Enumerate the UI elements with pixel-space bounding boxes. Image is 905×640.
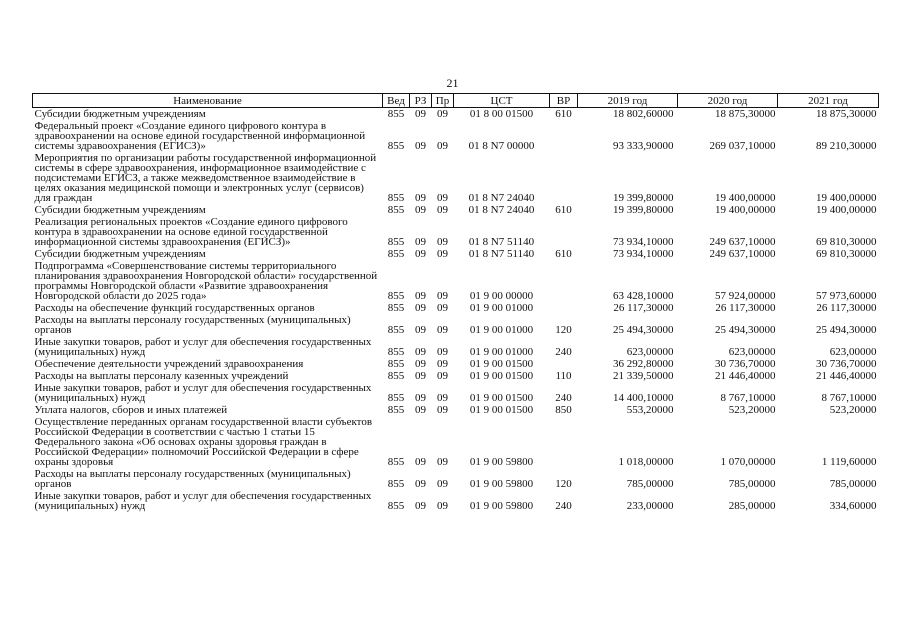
cell-vr (550, 302, 578, 314)
cell-2021: 8 767,10000 (821, 392, 877, 404)
cell-2019: 93 333,90000 (613, 140, 674, 152)
table-row (33, 204, 879, 216)
cell-vr: 610 (555, 108, 572, 120)
cell-rz: 09 (415, 478, 426, 490)
cell-2020: 21 446,40000 (715, 370, 776, 382)
table-row (33, 382, 879, 404)
cell-2019: 26 117,30000 (613, 302, 674, 314)
cell-cst: 01 8 N7 00000 (468, 140, 535, 152)
cell-2021: 1 119,60000 (821, 456, 877, 468)
header-2021: 2021 год (778, 94, 879, 108)
cell-cst: 01 9 00 01500 (469, 392, 534, 404)
cell-2020: 623,00000 (728, 346, 776, 358)
cell-pr: 09 (437, 236, 448, 248)
header-ved: Вед (383, 94, 410, 108)
cell-vr: 240 (555, 500, 572, 512)
cell-rz: 09 (415, 248, 426, 260)
cell-name: Федеральный проект «Создание единого цифрового контура в здравоохранении на основе единой государственной информационной системы здравоохранения (ЕГИСЗ)» (34, 120, 366, 152)
cell-2021: 21 446,40000 (816, 370, 877, 382)
cell-rz: 09 (415, 108, 426, 120)
cell-2021: 89 210,30000 (816, 140, 877, 152)
cell-ved: 855 (387, 108, 405, 120)
cell-2021: 57 973,60000 (816, 290, 877, 302)
cell-pr: 09 (437, 324, 448, 336)
cell-name: Расходы на выплаты персоналу государственных (муниципальных) органов (34, 314, 351, 336)
page-number: 21 (446, 76, 459, 90)
cell-pr: 09 (437, 456, 448, 468)
cell-ved: 855 (387, 346, 405, 358)
cell-pr: 09 (437, 192, 448, 204)
cell-vr (550, 260, 578, 302)
cell-ved: 855 (387, 500, 405, 512)
cell-rz: 09 (415, 404, 426, 416)
cell-2019: 553,20000 (626, 404, 674, 416)
cell-rz: 09 (415, 290, 426, 302)
cell-pr: 09 (437, 392, 448, 404)
cell-ved: 855 (387, 290, 405, 302)
cell-vr: 850 (555, 404, 572, 416)
cell-name: Субсидии бюджетным учреждениям (34, 204, 206, 216)
header-name: Наименование (33, 94, 383, 108)
cell-vr: 120 (555, 478, 572, 490)
cell-2019: 623,00000 (626, 346, 674, 358)
cell-2021: 19 400,00000 (816, 192, 877, 204)
cell-rz: 09 (415, 456, 426, 468)
cell-2020: 30 736,70000 (715, 358, 776, 370)
header-2020: 2020 год (678, 94, 778, 108)
cell-2019: 233,00000 (626, 500, 674, 512)
cell-rz: 09 (415, 358, 426, 370)
cell-2020: 269 037,10000 (709, 140, 776, 152)
cell-2019: 18 802,60000 (613, 108, 674, 120)
cell-2020: 25 494,30000 (715, 324, 776, 336)
cell-name: Расходы на выплаты персоналу государственных (муниципальных) органов (34, 468, 351, 490)
cell-name: Субсидии бюджетным учреждениям (34, 108, 206, 120)
cell-ved: 855 (387, 324, 405, 336)
cell-2021: 69 810,30000 (816, 236, 877, 248)
cell-cst: 01 9 00 01000 (469, 302, 534, 314)
table-row (33, 314, 879, 336)
cell-name: Реализация региональных проектов «Создание единого цифрового контура в здравоохранении на основе единой государственной информационной системы здравоохранения (ЕГИСЗ)» (34, 216, 348, 248)
cell-vr (550, 120, 578, 152)
table-row (33, 336, 879, 358)
cell-ved: 855 (387, 370, 405, 382)
cell-vr (550, 416, 578, 468)
cell-2019: 73 934,10000 (613, 236, 674, 248)
cell-vr: 240 (555, 392, 572, 404)
cell-vr (550, 152, 578, 204)
table-row (33, 302, 879, 314)
cell-ved: 855 (387, 392, 405, 404)
cell-2021: 623,00000 (829, 346, 877, 358)
cell-2020: 18 875,30000 (715, 108, 776, 120)
cell-2021: 18 875,30000 (816, 108, 877, 120)
cell-vr: 610 (555, 204, 572, 216)
cell-cst: 01 9 00 01500 (469, 358, 534, 370)
cell-pr: 09 (437, 290, 448, 302)
cell-name: Обеспечение деятельности учреждений здравоохранения (34, 358, 304, 370)
cell-rz: 09 (415, 324, 426, 336)
table-row (33, 358, 879, 370)
cell-2021: 30 736,70000 (816, 358, 877, 370)
cell-rz: 09 (415, 192, 426, 204)
table-row (33, 468, 879, 490)
cell-2021: 19 400,00000 (816, 204, 877, 216)
cell-rz: 09 (415, 392, 426, 404)
cell-cst: 01 8 N7 24040 (468, 204, 535, 216)
cell-rz: 09 (415, 370, 426, 382)
table-row (33, 216, 879, 248)
cell-name: Расходы на выплаты персоналу казенных учреждений (34, 370, 289, 382)
cell-2020: 19 400,00000 (715, 204, 776, 216)
cell-vr: 610 (555, 248, 572, 260)
table-row (33, 248, 879, 260)
cell-name: Иные закупки товаров, работ и услуг для обеспечения государственных (муниципальных) нужд (34, 336, 372, 358)
cell-pr: 09 (437, 108, 448, 120)
table-row (33, 108, 879, 121)
header-vr: ВР (550, 94, 578, 108)
cell-name: Осуществление переданных органам государственной власти субъектов Российской Федерации в соответствии с частью 1 статьи 15 Федерального закона «Об основах охраны здоровья граждан в Российской Федерации» полномочий Российской Федерации в сфере охраны здоровья (34, 416, 373, 468)
table-row (33, 260, 879, 302)
cell-2020: 8 767,10000 (720, 392, 776, 404)
cell-2019: 19 399,80000 (613, 192, 674, 204)
table-row (33, 490, 879, 512)
cell-pr: 09 (437, 370, 448, 382)
cell-2019: 36 292,80000 (613, 358, 674, 370)
cell-2019: 25 494,30000 (613, 324, 674, 336)
cell-pr: 09 (437, 204, 448, 216)
table-row (33, 416, 879, 468)
cell-ved: 855 (387, 192, 405, 204)
cell-cst: 01 9 00 01000 (469, 324, 534, 336)
cell-rz: 09 (415, 346, 426, 358)
cell-ved: 855 (387, 204, 405, 216)
cell-2020: 1 070,00000 (720, 456, 776, 468)
cell-2020: 249 637,10000 (709, 236, 776, 248)
cell-cst: 01 8 N7 51140 (468, 248, 535, 260)
cell-ved: 855 (387, 358, 405, 370)
cell-cst: 01 9 00 59800 (469, 456, 534, 468)
cell-pr: 09 (437, 478, 448, 490)
cell-cst: 01 9 00 00000 (469, 290, 534, 302)
cell-cst: 01 9 00 59800 (469, 500, 534, 512)
header-pr: Пр (432, 94, 454, 108)
table-body (33, 108, 879, 513)
cell-name: Уплата налогов, сборов и иных платежей (34, 404, 228, 416)
cell-2019: 19 399,80000 (613, 204, 674, 216)
cell-2021: 69 810,30000 (816, 248, 877, 260)
header-cst: ЦСТ (454, 94, 550, 108)
cell-cst: 01 9 00 01500 (469, 404, 534, 416)
cell-pr: 09 (437, 248, 448, 260)
cell-rz: 09 (415, 204, 426, 216)
cell-cst: 01 8 00 01500 (469, 108, 534, 120)
cell-2020: 285,00000 (728, 500, 776, 512)
cell-2020: 249 637,10000 (709, 248, 776, 260)
cell-2020: 785,00000 (728, 478, 776, 490)
cell-cst: 01 9 00 01000 (469, 346, 534, 358)
table-header (33, 94, 879, 108)
cell-pr: 09 (437, 140, 448, 152)
cell-rz: 09 (415, 302, 426, 314)
cell-vr: 110 (555, 370, 572, 382)
cell-ved: 855 (387, 140, 405, 152)
cell-2021: 26 117,30000 (816, 302, 877, 314)
cell-2021: 334,60000 (829, 500, 877, 512)
cell-pr: 09 (437, 358, 448, 370)
cell-2019: 14 400,10000 (613, 392, 674, 404)
cell-cst: 01 9 00 01500 (469, 370, 534, 382)
cell-ved: 855 (387, 236, 405, 248)
cell-2020: 523,20000 (728, 404, 776, 416)
cell-2020: 26 117,30000 (715, 302, 776, 314)
cell-rz: 09 (415, 236, 426, 248)
budget-table (32, 93, 879, 512)
cell-pr: 09 (437, 302, 448, 314)
cell-2021: 785,00000 (829, 478, 877, 490)
cell-cst: 01 8 N7 51140 (468, 236, 535, 248)
cell-pr: 09 (437, 500, 448, 512)
cell-name: Иные закупки товаров, работ и услуг для обеспечения государственных (муниципальных) нужд (34, 490, 372, 512)
cell-ved: 855 (387, 404, 405, 416)
cell-ved: 855 (387, 302, 405, 314)
cell-name: Субсидии бюджетным учреждениям (34, 248, 206, 260)
cell-vr (550, 216, 578, 248)
cell-vr: 120 (555, 324, 572, 336)
cell-2019: 21 339,50000 (613, 370, 674, 382)
cell-rz: 09 (415, 140, 426, 152)
table-row (33, 152, 879, 204)
cell-2019: 63 428,10000 (613, 290, 674, 302)
cell-name: Подпрограмма «Совершенствование системы территориального планирования здравоохранения Новгородской области» государственной программы Новгородской области «Развитие здравоохранения Новгородской области до 2025 года» (34, 260, 378, 302)
cell-2019: 73 934,10000 (613, 248, 674, 260)
cell-rz: 09 (415, 500, 426, 512)
cell-2019: 785,00000 (626, 478, 674, 490)
cell-2019: 1 018,00000 (618, 456, 674, 468)
cell-cst: 01 8 N7 24040 (468, 192, 535, 204)
cell-ved: 855 (387, 248, 405, 260)
table-row (33, 404, 879, 416)
cell-2021: 523,20000 (829, 404, 877, 416)
cell-2020: 57 924,00000 (715, 290, 776, 302)
cell-pr: 09 (437, 404, 448, 416)
cell-vr: 240 (555, 346, 572, 358)
header-rz: РЗ (410, 94, 432, 108)
cell-name: Мероприятия по организации работы государственной информационной системы в сфере здравоохранения, информационное взаимодействие с подсистемами ЕГИСЗ, а также межведомственное взаимодействие в целях оказания медицинской помощи и электронных услуг (сервисов) для граждан (34, 152, 377, 204)
cell-cst: 01 9 00 59800 (469, 478, 534, 490)
cell-name: Иные закупки товаров, работ и услуг для обеспечения государственных (муниципальных) нужд (34, 382, 372, 404)
cell-ved: 855 (387, 478, 405, 490)
table-row (33, 120, 879, 152)
cell-name: Расходы на обеспечение функций государственных органов (34, 302, 315, 314)
cell-ved: 855 (387, 456, 405, 468)
cell-2020: 19 400,00000 (715, 192, 776, 204)
cell-pr: 09 (437, 346, 448, 358)
table-row (33, 370, 879, 382)
cell-vr (550, 358, 578, 370)
cell-2021: 25 494,30000 (816, 324, 877, 336)
header-2019: 2019 год (578, 94, 678, 108)
